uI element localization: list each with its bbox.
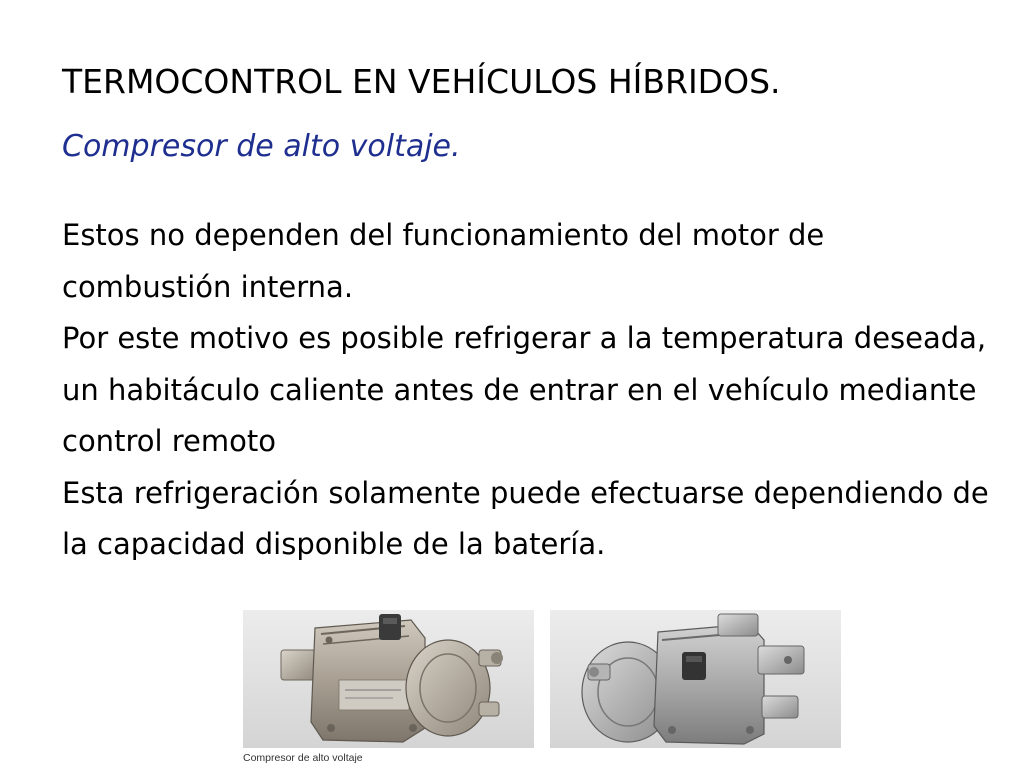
body-text	[62, 210, 992, 571]
paragraph-3: Esta refrigeración solamente puede efectuarse dependiendo de la capacidad disponible de la batería.	[62, 475, 989, 561]
slide-subtitle: Compresor de alto voltaje.	[62, 129, 461, 164]
image-caption: Compresor de alto voltaje	[243, 752, 363, 764]
slide-title: TERMOCONTROL EN VEHÍCULOS HÍBRIDOS.	[62, 62, 781, 101]
compressor-photo-front	[550, 610, 841, 748]
compressor-photo-side	[243, 610, 534, 748]
paragraph-2: Por este motivo es posible refrigerar a la temperatura deseada, un habitáculo caliente antes de entrar en el vehículo mediante control remoto	[62, 321, 987, 458]
paragraph-1: Estos no dependen del funcionamiento del motor de combustión interna.	[62, 218, 825, 304]
